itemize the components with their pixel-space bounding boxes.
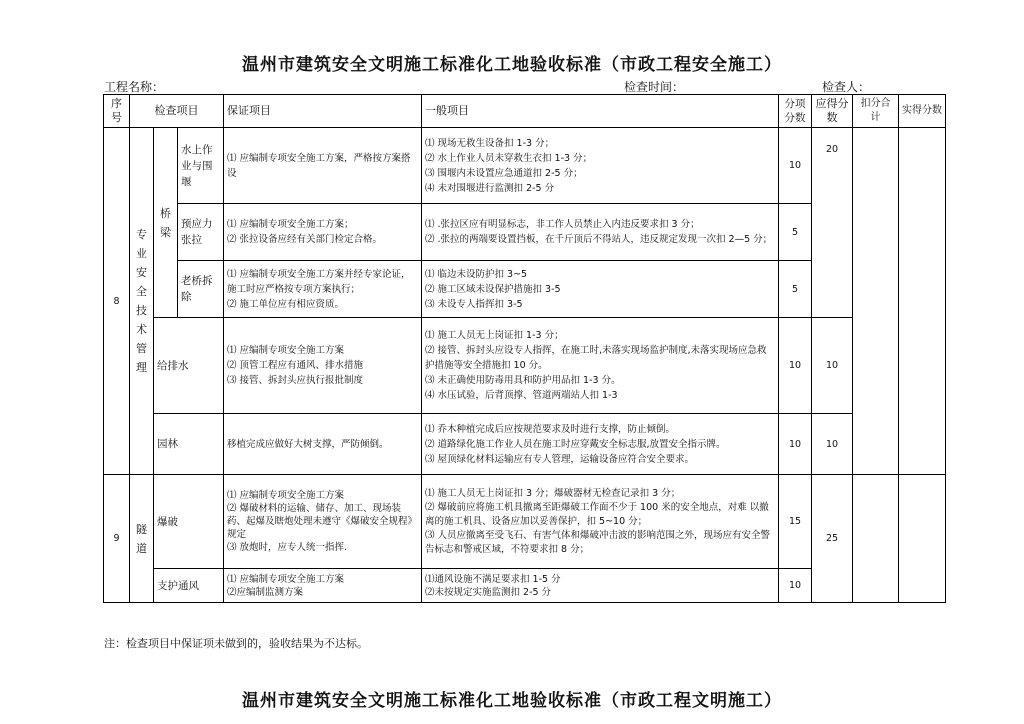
table-row [104,475,946,569]
item-name: 园林 [154,414,224,475]
table-row [104,414,946,475]
sub-score: 5 [779,261,812,318]
guarantee-cell [224,204,422,261]
guarantee-line: ⑶ 放炮时，应专人统一指挥. [227,542,348,553]
section-9-category [130,475,154,603]
guarantee-cell [224,318,422,414]
general-cell [422,128,779,204]
general-cell [422,261,779,318]
guarantee-line: ⑴ 应编制专项安全施工方案 [227,345,345,356]
guarantee-cell [224,475,422,569]
guarantee-line: ⑵ 张拉设备应经有关部门检定合格。 [227,234,383,245]
guarantee-line: 移植完成应做好大树支撑，严防倾倒。 [227,438,389,450]
general-line: ⑷ 未对围堰进行监测扣 2-5 分 [425,182,555,194]
item-name: 给排水 [154,318,224,414]
inspector-label: 检查人： [822,80,871,94]
tunnel-due-score: 25 [812,475,853,603]
header-guarantee: 保证项目 [224,95,422,128]
guarantee-line: ⑵ 爆破材料的运输、储存、加工、现场装药、起爆及瞎炮处理未遵守《爆破安全规程》规定 [227,503,418,540]
general-cell [422,569,779,603]
header-deduct-total: 扣分合计 [853,95,899,128]
guarantee-line: ⑵应编制监测方案 [227,586,304,598]
guarantee-cell [224,128,422,204]
general-line: ⑴ 施工人员无上岗证扣 1-3 分； [425,330,564,341]
general-line: ⑵ .张拉的两端要设置挡板，在千斤顶后不得站人，违反规定发现一次扣 2—5 分； [425,234,773,245]
sub-score: 15 [779,475,812,569]
bridge-group-text: 桥梁 [160,206,171,239]
sub-score: 10 [779,569,812,603]
page-title: 温州市建筑安全文明施工标准化工地验收标准（市政工程安全施工） [242,55,782,75]
guarantee-line: ⑶ 接管、拆封头应执行报批制度 [227,375,364,386]
table-row [104,318,946,414]
general-line: ⑷ 水压试验，后背顶撑、管道两端站人扣 1-3 [425,390,618,401]
sub-score: 10 [779,318,812,414]
general-line: ⑵ 接管、拆封头应设专人指挥，在施工时,未落实现场监护制度,未落实现场应急救护措施等安全措施扣 10 分。 [425,345,767,371]
deduct-total-cell [853,128,899,475]
guarantee-cell [224,261,422,318]
general-line: ⑶ 未正确使用防毒用具和防护用品扣 1-3 分。 [425,375,621,386]
bridge-due-score: 20 [812,128,853,318]
table-row [104,128,946,204]
general-line: ⑴ 现场无救生设备扣 1-3 分； [425,137,555,149]
general-line: ⑵ 爆破前应将施工机具撤离至距爆破工作面不少于 100 米的安全地点，对难 以撤离的施工机具、设备应加以妥善保护，扣 5~10 分； [425,501,769,527]
general-line: ⑶ 未设专人指挥扣 3-5 [425,298,523,310]
item-name: 爆破 [154,475,224,569]
general-cell [422,318,779,414]
sub-score: 10 [779,414,812,475]
sub-score: 5 [779,204,812,261]
item-name: 预应力张拉 [178,204,224,261]
item-name: 老桥拆除 [178,261,224,318]
deduct-total-cell [853,475,899,603]
footnote: 注：检查项目中保证项未做到的，验收结果为不达标。 [104,637,368,650]
check-time-label: 检查时间： [624,80,685,94]
due-score: 10 [812,414,853,475]
item-name: 水上作业与围堰 [178,128,224,204]
guarantee-cell [224,569,422,603]
guarantee-line: ⑴ 应编制专项安全施工方案 [227,490,345,501]
guarantee-line: ⑵ 施工单位应有相应资质。 [227,298,345,310]
general-line: ⑶ 屋顶绿化材料运输应有专人管理，运输设备应符合安全要求。 [425,453,695,465]
general-line: ⑴ 乔木种植完成后应按规范要求及时进行支撑，防止倾倒。 [425,423,676,435]
project-name-label: 工程名称： [104,80,165,94]
general-cell [422,475,779,569]
actual-score-cell [899,475,946,603]
section-9-number: 9 [104,475,130,603]
header-general: 一般项目 [422,95,779,128]
section-8-number: 8 [104,128,130,475]
general-line: ⑵ 水上作业人员未穿救生衣扣 1-3 分； [425,152,593,164]
general-cell [422,414,779,475]
header-actual-score: 实得分数 [899,95,946,128]
guarantee-line: ⑵ 顶管工程应有通风、排水措施 [227,360,364,371]
general-line: ⑶ 围堰内未设置应急通道扣 2-5 分； [425,167,583,179]
section-8-category [130,128,154,475]
section-9-category-text: 隧道 [136,522,147,555]
general-line: ⑴ 施工人员无上岗证扣 3 分；爆破器材无检查记录扣 3 分； [425,487,681,499]
inspection-table [103,94,946,603]
header-check-item: 检查项目 [130,95,224,128]
general-cell [422,204,779,261]
header-sub-score: 分项分数 [779,95,812,128]
table-header-row [104,95,946,128]
item-name: 支护通风 [154,569,224,603]
guarantee-line: ⑴ 应编制专项安全施工方案； [227,219,354,230]
bridge-group [154,128,178,318]
actual-score-cell [899,128,946,475]
next-section-title: 温州市建筑安全文明施工标准化工地验收标准（市政工程文明施工） [242,691,782,711]
sub-score: 10 [779,128,812,204]
general-line: ⑵未按规定实施监测扣 2-5 分 [425,586,552,598]
general-line: ⑶ 人员应撤离至受飞石、有害气体和爆破冲击波的影响范围之外，现场应有安全警告标志和警戒区域，不符要求扣 8 分； [425,529,771,555]
guarantee-line: ⑴ 应编制专项安全施工方案并经专家论证，施工时应严格按专项方案执行； [227,268,411,295]
header-seq: 序号 [104,95,130,128]
section-8-category-text: 专业安全技术管理 [136,228,147,374]
guarantee-line: ⑴ 应编制专项安全施工方案 [227,573,345,585]
general-line: ⑵ 道路绿化施工作业人员在施工时应穿戴安全标志服,放置安全指示牌。 [425,438,726,450]
header-due-score: 应得分数 [812,95,853,128]
general-line: ⑴ 临边未设防护扣 3~5 [425,268,528,280]
guarantee-cell [224,414,422,475]
general-line: ⑴ .张拉区应有明显标志，非工作人员禁止入内违反要求扣 3 分； [425,219,700,230]
general-line: ⑴通风设施不满足要求扣 1-5 分 [425,573,561,585]
due-score: 10 [812,318,853,414]
general-line: ⑵ 施工区域未设保护措施扣 3-5 [425,283,561,295]
guarantee-line: ⑴ 应编制专项安全施工方案，严格按方案搭设 [227,152,411,179]
